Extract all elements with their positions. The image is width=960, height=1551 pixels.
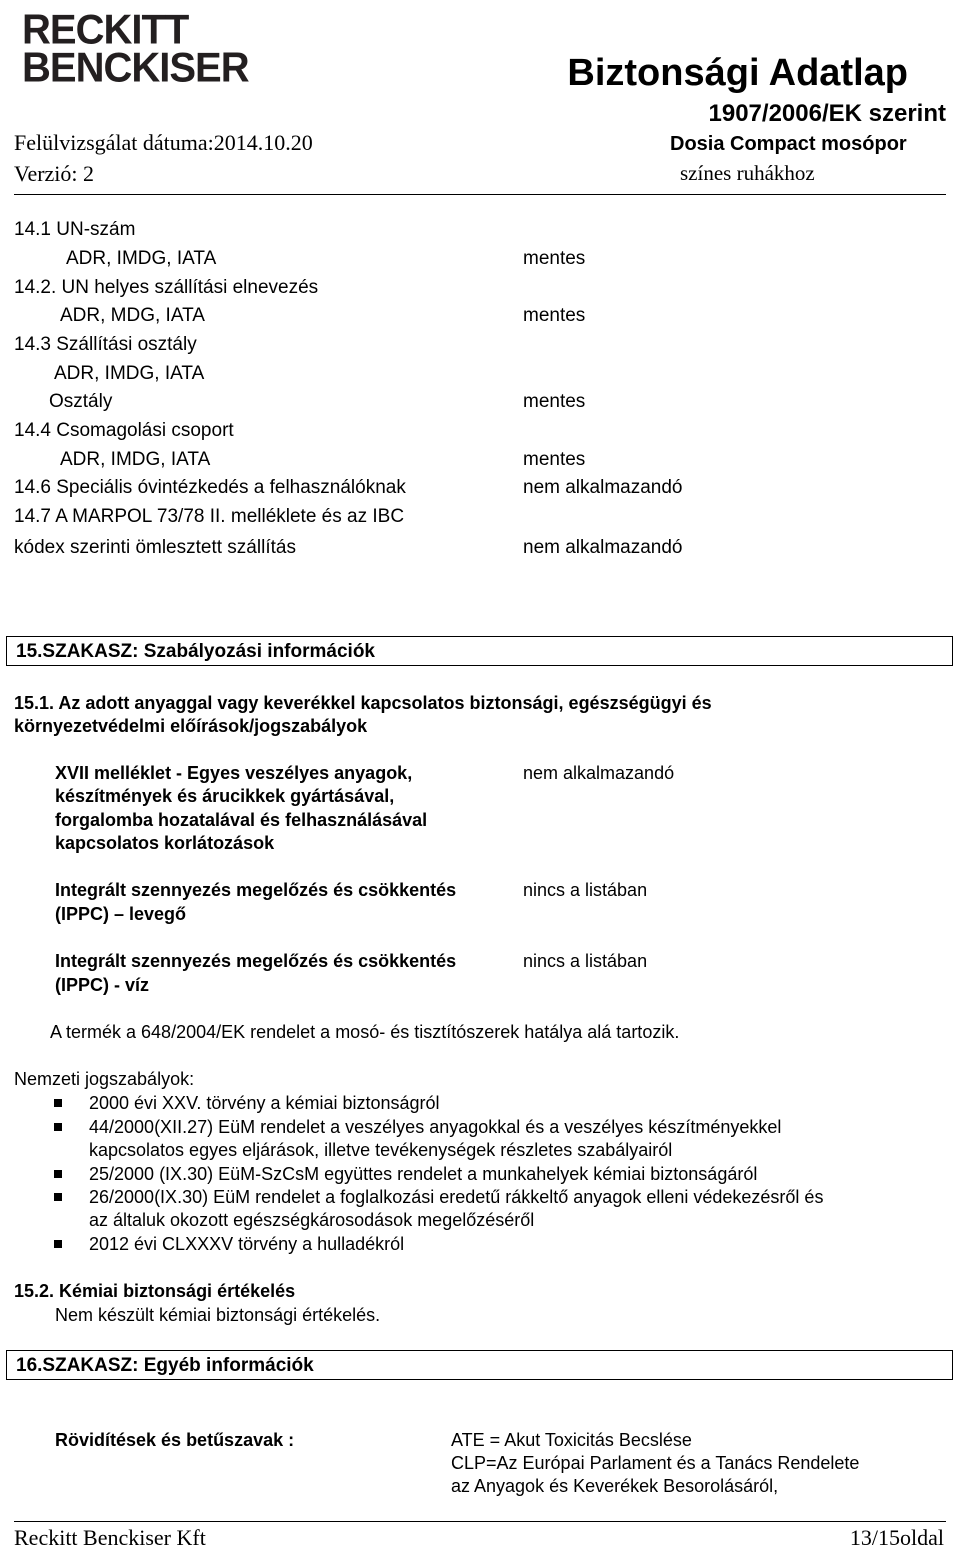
- national-legislation-heading: Nemzeti jogszabályok:: [14, 1069, 195, 1089]
- section-15-heading: 15.SZAKASZ: Szabályozási információk: [16, 641, 375, 662]
- annex-xvii-value: nem alkalmazandó: [523, 763, 675, 783]
- row-value: nem alkalmazandó: [523, 537, 683, 558]
- row-label: kódex szerinti ömlesztett szállítás: [14, 537, 296, 558]
- annex-xvii-text: forgalomba hozatalával és felhasználásával: [55, 810, 428, 830]
- list-item: 26/2000(IX.30) EüM rendelet a foglalkozási eredetű rákkeltő anyagok elleni védekezésről és: [89, 1187, 824, 1207]
- company-logo: [22, 6, 249, 92]
- header-divider: [14, 194, 946, 195]
- revision-date: Felülvizsgálat dátuma:2014.10.20: [14, 130, 313, 155]
- regulation-reference: 1907/2006/EK szerint: [708, 100, 946, 127]
- footer-page-number: 13/15oldal: [849, 1525, 944, 1550]
- bullet-icon: [54, 1170, 62, 1178]
- row-label: 14.4 Csomagolási csoport: [14, 420, 234, 441]
- list-item: 2012 évi CLXXXV törvény a hulladékról: [89, 1234, 405, 1254]
- logo-line-1: RECKITT: [22, 6, 189, 54]
- section-16-heading: 16.SZAKASZ: Egyéb információk: [16, 1355, 314, 1376]
- footer-divider: [14, 1521, 946, 1522]
- list-item-cont: az általuk okozott egészségkárosodások megelőzéséről: [89, 1210, 535, 1230]
- row-value: mentes: [523, 449, 586, 470]
- row-label: ADR, MDG, IATA: [60, 305, 205, 326]
- abbreviation-line: ATE = Akut Toxicitás Becslése: [451, 1430, 692, 1450]
- ippc-water-label: Integrált szennyezés megelőzés és csökkentés: [55, 951, 457, 971]
- detergent-regulation-note: A termék a 648/2004/EK rendelet a mosó- és tisztítószerek hatálya alá tartozik.: [50, 1022, 680, 1042]
- row-label: Osztály: [49, 391, 113, 412]
- ippc-air-label: Integrált szennyezés megelőzés és csökkentés: [55, 880, 457, 900]
- row-value: mentes: [523, 248, 586, 269]
- bullet-icon: [54, 1099, 62, 1107]
- annex-xvii-text: kapcsolatos korlátozások: [55, 833, 275, 853]
- row-label: ADR, IMDG, IATA: [54, 363, 205, 384]
- subsection-15-2-text: Nem készült kémiai biztonsági értékelés.: [55, 1305, 381, 1325]
- document-title: Biztonsági Adatlap: [567, 52, 908, 94]
- row-label: 14.1 UN-szám: [14, 219, 136, 240]
- subsection-15-1-heading-cont: környezetvédelmi előírások/jogszabályok: [14, 716, 368, 736]
- list-item-cont: kapcsolatos egyes eljárások, illetve tevékenységek részletes szabályairól: [89, 1140, 673, 1160]
- list-item: 25/2000 (IX.30) EüM-SzCsM együttes rendelet a munkahelyek kémiai biztonságáról: [89, 1164, 758, 1184]
- bullet-icon: [54, 1240, 62, 1248]
- ippc-water-value: nincs a listában: [523, 951, 648, 971]
- logo-line-2: BENCKISER: [22, 44, 249, 92]
- annex-xvii-text: XVII melléklet - Egyes veszélyes anyagok,: [55, 763, 413, 783]
- ippc-air-value: nincs a listában: [523, 880, 648, 900]
- section-16-heading-box: [6, 1350, 953, 1380]
- row-label: 14.2. UN helyes szállítási elnevezés: [14, 277, 319, 298]
- abbreviations-label: Rövidítések és betűszavak :: [55, 1430, 295, 1450]
- section-15-heading-box: [6, 636, 953, 666]
- ippc-water-label-cont: (IPPC) - víz: [55, 975, 150, 995]
- bullet-icon: [54, 1193, 62, 1201]
- row-value: mentes: [523, 305, 586, 326]
- abbreviation-line: CLP=Az Európai Parlament és a Tanács Rendelete: [451, 1453, 860, 1473]
- product-name: Dosia Compact mosópor: [670, 133, 907, 155]
- row-label: ADR, IMDG, IATA: [66, 248, 217, 269]
- list-item: 44/2000(XII.27) EüM rendelet a veszélyes anyagokkal és a veszélyes készítményekkel: [89, 1117, 782, 1137]
- version: Verzió: 2: [14, 161, 95, 186]
- row-label: 14.6 Speciális óvintézkedés a felhasználóknak: [14, 477, 406, 498]
- annex-xvii-text: készítmények és árucikkek gyártásával,: [55, 786, 395, 806]
- abbreviation-line: az Anyagok és Keverékek Besorolásáról,: [451, 1476, 779, 1496]
- ippc-air-label-cont: (IPPC) – levegő: [55, 904, 187, 924]
- row-value: mentes: [523, 391, 586, 412]
- subsection-15-1-heading: 15.1. Az adott anyaggal vagy keverékkel kapcsolatos biztonsági, egészségügyi és: [14, 693, 712, 713]
- product-subtitle: színes ruhákhoz: [680, 161, 815, 185]
- row-value: nem alkalmazandó: [523, 477, 683, 498]
- list-item: 2000 évi XXV. törvény a kémiai biztonságról: [89, 1093, 440, 1113]
- subsection-15-2-heading: 15.2. Kémiai biztonsági értékelés: [14, 1281, 296, 1301]
- bullet-icon: [54, 1123, 62, 1131]
- row-label: ADR, IMDG, IATA: [60, 449, 211, 470]
- footer-company: Reckitt Benckiser Kft: [14, 1525, 206, 1550]
- row-label: 14.3 Szállítási osztály: [14, 334, 197, 355]
- row-label: 14.7 A MARPOL 73/78 II. melléklete és az IBC: [14, 506, 405, 527]
